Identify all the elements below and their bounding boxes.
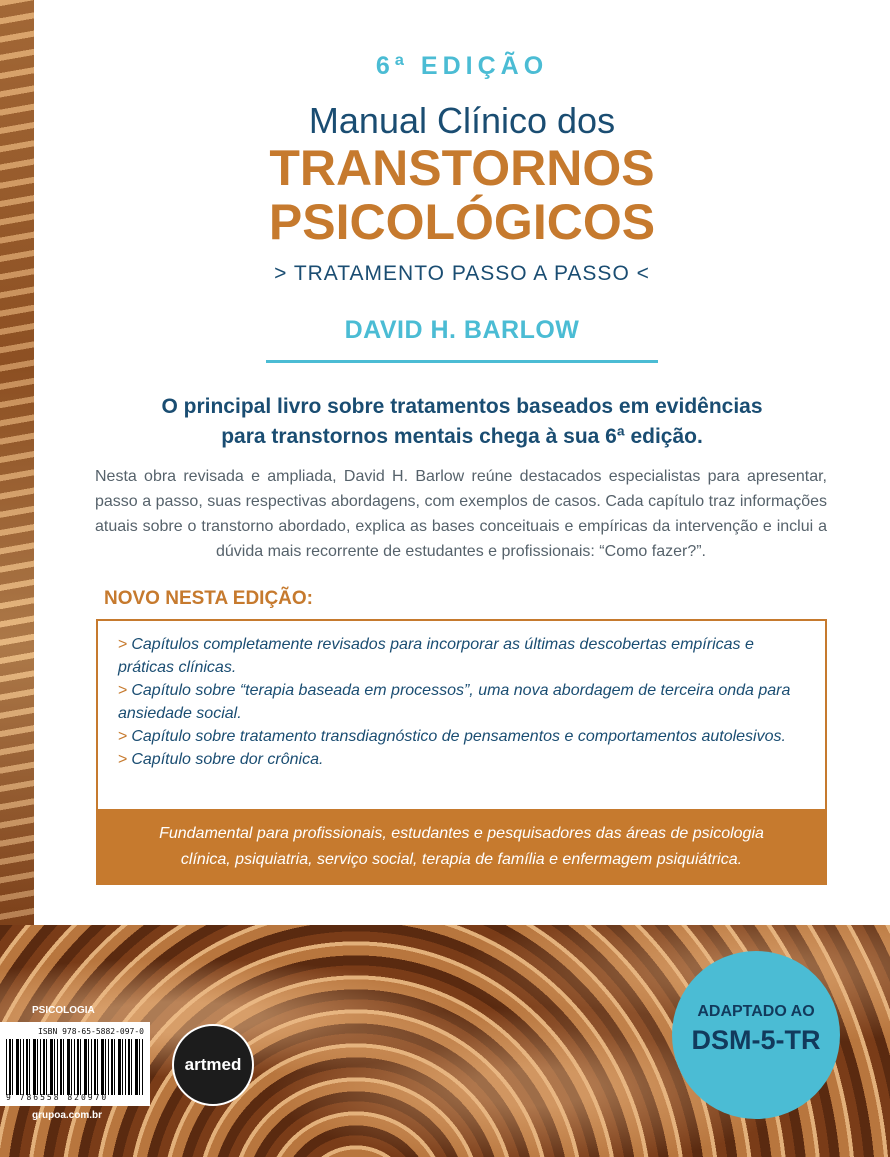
divider-rule xyxy=(266,360,658,363)
novo-item-text: Capítulo sobre tratamento transdiagnóstico de pensamentos e comportamentos autolesivos. xyxy=(131,728,786,745)
author-name: DAVID H. BARLOW xyxy=(344,316,580,344)
chevron-right-icon: > xyxy=(118,728,128,745)
category-label: PSICOLOGIA xyxy=(32,1005,95,1016)
background-texture-left xyxy=(0,0,34,925)
edition-label: 6ª EDIÇÃO xyxy=(375,52,549,80)
chevron-right-icon: > xyxy=(118,751,128,768)
novo-item xyxy=(118,748,805,771)
title-line-2: TRANSTORNOS xyxy=(269,140,655,196)
dsm-badge xyxy=(672,951,840,1119)
barcode-block xyxy=(0,1022,150,1106)
headline-line-1: O principal livro sobre tratamentos baseados em evidências xyxy=(161,395,763,418)
novo-item xyxy=(118,725,805,748)
novo-box xyxy=(96,619,827,811)
headline xyxy=(34,392,890,452)
novo-item xyxy=(118,679,805,725)
chevron-right-icon: > xyxy=(118,682,128,699)
title-line-1: Manual Clínico dos xyxy=(308,100,616,141)
audience-note: Fundamental para profissionais, estudantes e pesquisadores das áreas de psicologia clínica, psiquiatria, serviço social, terapia de família e enfermagem psiquiátrica. xyxy=(96,809,827,885)
subtitle: > TRATAMENTO PASSO A PASSO < xyxy=(274,262,650,285)
novo-item-text: Capítulo sobre “terapia baseada em processos”, uma nova abordagem de terceira onda para ansiedade social. xyxy=(118,682,791,722)
novo-item-text: Capítulo sobre dor crônica. xyxy=(131,751,324,768)
badge-line-1: ADAPTADO AO xyxy=(697,1003,815,1020)
chevron-right-icon: > xyxy=(118,636,128,653)
headline-line-2: para transtornos mentais chega à sua 6ª edição. xyxy=(221,425,703,448)
novo-heading: NOVO NESTA EDIÇÃO: xyxy=(104,588,314,609)
artmed-logo: artmed xyxy=(172,1024,254,1106)
title-line-3: PSICOLÓGICOS xyxy=(268,194,656,250)
description-paragraph: Nesta obra revisada e ampliada, David H. Barlow reúne destacados especialistas para apresentar, passo a passo, suas respectivas abordagens, com exemplos de casos. Cada capítulo traz informações atuais sobre o transtorno abordado, explica as bases conceituais e empíricas da intervenção e inclui a dúvida mais recorrente de estudantes e profissionais: “Como fazer?”. xyxy=(95,468,827,560)
isbn-text: ISBN 978-65-5882-097-0 xyxy=(38,1027,144,1036)
barcode-icon xyxy=(6,1039,144,1095)
barcode-digits: 9 786558 820970 xyxy=(6,1093,109,1102)
novo-item xyxy=(118,633,805,679)
badge-line-2: DSM-5-TR xyxy=(691,1025,821,1055)
novo-item-text: Capítulos completamente revisados para incorporar as últimas descobertas empíricas e práticas clínicas. xyxy=(118,636,754,676)
publisher-url: grupoa.com.br xyxy=(32,1110,103,1121)
novo-list xyxy=(98,621,825,771)
